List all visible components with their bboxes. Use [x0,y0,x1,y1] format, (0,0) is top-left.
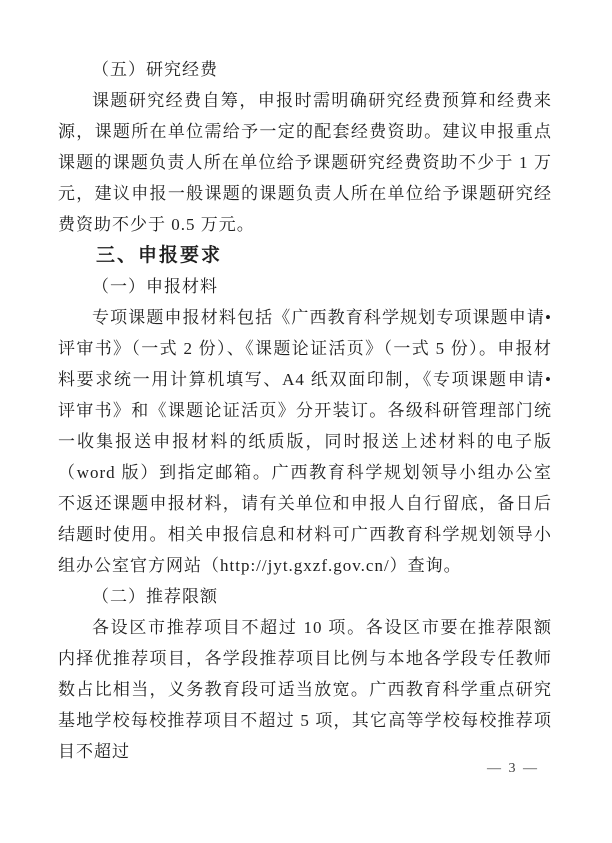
section-heading: 三、申报要求 [96,245,223,266]
paragraph: 专项课题申报材料包括《广西教育科学规划专项课题申请•评审书》（一式 2 份）、《课题论证活页》（一式 5 份）。申报材料要求统一用计算机填写、A4 纸双面印制，《专项课题申请•评审书》和《课题论证活页》分开装订。各级科研管理部门统一收集报送申报材料的纸质版，同时报送上述材料的电子版（word 版）到指定邮箱。广西教育科学规划领导小组办公室不返还课题申报材料，请有关单位和申报人自行留底，备日后结题时使用。相关申报信息和材料可广西教育科学规划领导小组办公室官方网站（http://jyt.gxzf.gov.cn/）查询。 [58,308,552,575]
paragraph: 各设区市推荐项目不超过 10 项。各设区市要在推荐限额内择优推荐项目，各学段推荐项目比例与本地各学段专任教师数占比相当，义务教育段可适当放宽。广西教育科学重点研究基地学校每校推荐项目不超过 5 项，其它高等学校每校推荐项目不超过 [58,618,552,761]
section-heading: （五）研究经费 [92,60,218,79]
paragraph: 课题研究经费自筹，申报时需明确研究经费预算和经费来源，课题所在单位需给予一定的配套经费资助。建议申报重点课题的课题负责人所在单位给予课题研究经费资助不少于 1 万元，建议申报一般课题的课题负责人所在单位给予课题研究经费资助不少于 0.5 万元。 [58,91,552,234]
document-body [58,54,552,767]
section-heading: （一）申报材料 [92,277,218,296]
section-heading: （二）推荐限额 [92,587,218,606]
page-number: — 3 — [487,761,539,776]
